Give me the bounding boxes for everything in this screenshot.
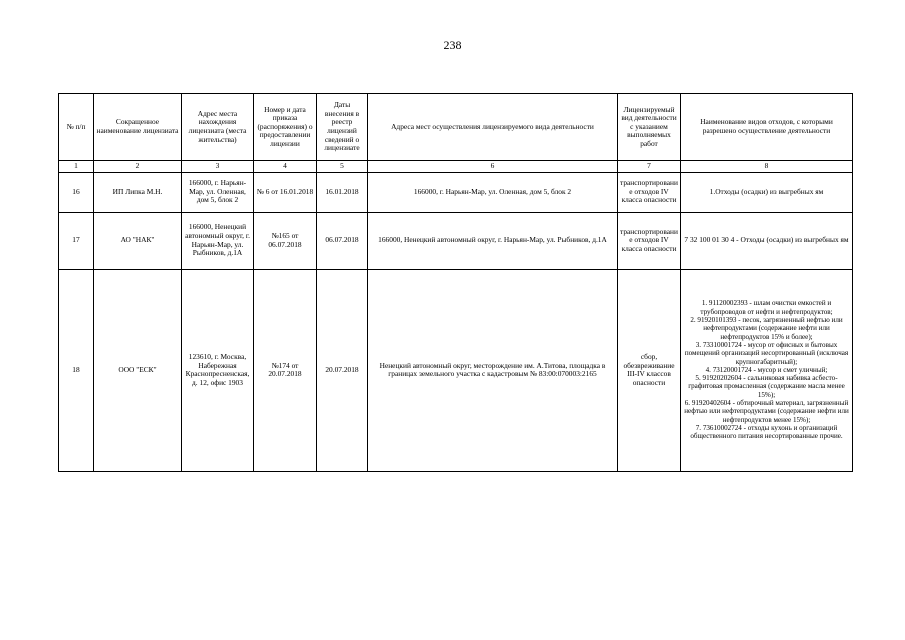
header-cell-waste-types: Наименование видов отходов, с которыми разрешено осуществление деятельности xyxy=(681,94,853,161)
cell-waste-types xyxy=(681,269,853,471)
table-row xyxy=(59,269,853,471)
table-row xyxy=(59,172,853,212)
column-number: 1 xyxy=(59,161,94,173)
waste-list-item: 5. 91920202604 - сальниковая набивка асбесто-графитовая промасленная (содержание масла менее 15%); xyxy=(688,374,845,399)
cell-order: №174 от 20.07.2018 xyxy=(254,269,317,471)
waste-list-item: 4. 73120001724 - мусор и смет уличный; xyxy=(705,365,828,374)
waste-list-item: 7. 73610002724 - отходы кухонь и организаций общественного питания несортированные прочие. xyxy=(690,423,843,441)
license-registry-table xyxy=(58,93,853,472)
cell-licensee-address: 166000, Ненецкий автономный округ, г. Нарьян-Мар, ул. Рыбников, д.1А xyxy=(182,212,254,269)
column-number: 5 xyxy=(317,161,368,173)
cell-number: 16 xyxy=(59,172,94,212)
cell-number: 17 xyxy=(59,212,94,269)
column-number: 3 xyxy=(182,161,254,173)
header-cell-activity-places: Адреса мест осуществления лицензируемого вида деятельности xyxy=(368,94,618,161)
cell-registry-date: 20.07.2018 xyxy=(317,269,368,471)
cell-licensee-name: АО "НАК" xyxy=(94,212,182,269)
waste-list-item: 6. 91920402604 - обтирочный материал, загрязненный нефтью или нефтепродуктами (содержание нефти или нефтепродуктов менее 15%); xyxy=(684,399,849,424)
cell-licensee-address: 123610, г. Москва, Набережная Краснопресненская, д. 12, офис 1903 xyxy=(182,269,254,471)
header-cell-registry-date: Даты внесения в реестр лицензий сведений о лицензиате xyxy=(317,94,368,161)
header-cell-licensee-name: Сокращенное наименование лицензиата xyxy=(94,94,182,161)
cell-licensee-address: 166000, г. Нарьян-Мар, ул. Оленная, дом 5, блок 2 xyxy=(182,172,254,212)
column-number: 6 xyxy=(368,161,618,173)
column-number-row xyxy=(59,161,853,173)
cell-waste-types: 7 32 100 01 30 4 - Отходы (осадки) из выгребных ям xyxy=(681,212,853,269)
cell-licensee-name: ООО "ЕСК" xyxy=(94,269,182,471)
waste-list-item: 2. 91920101393 - песок, загрязненный нефтью или нефтепродуктами (содержание нефти или нефтепродуктов 15% и более); xyxy=(690,316,843,341)
cell-licensee-name: ИП Липка М.Н. xyxy=(94,172,182,212)
cell-order: №165 от 06.07.2018 xyxy=(254,212,317,269)
page-number: 238 xyxy=(443,38,462,52)
cell-activity-places: 166000, Ненецкий автономный округ, г. Нарьян-Мар, ул. Рыбников, д.1А xyxy=(368,212,618,269)
header-cell-number: № п/п xyxy=(59,94,94,161)
table-header-row xyxy=(59,94,853,161)
cell-activity-type: сбор, обезвреживание III-IV классов опасности xyxy=(618,269,681,471)
cell-registry-date: 16.01.2018 xyxy=(317,172,368,212)
column-number: 8 xyxy=(681,161,853,173)
waste-list-item: 1. 91120002393 - шлам очистки емкостей и трубопроводов от нефти и нефтепродуктов; xyxy=(700,299,833,316)
table-row xyxy=(59,212,853,269)
header-cell-order: Номер и дата приказа (распоряжения) о предоставлении лицензии xyxy=(254,94,317,161)
header-cell-activity-type: Лицензируемый вид деятельности с указанием выполняемых работ xyxy=(618,94,681,161)
column-number: 7 xyxy=(618,161,681,173)
cell-activity-places: Ненецкий автономный округ, месторождение им. А.Титова, площадка в границах земельного участка с кадастровым № 83:00:070003:2165 xyxy=(368,269,618,471)
cell-number: 18 xyxy=(59,269,94,471)
column-number: 4 xyxy=(254,161,317,173)
waste-list-item: 3. 73310001724 - мусор от офисных и бытовых помещений организаций несортированный (исключая крупногабаритный); xyxy=(684,340,849,366)
cell-activity-type: транспортирование отходов IV класса опасности xyxy=(618,172,681,212)
cell-waste-types: 1.Отходы (осадки) из выгребных ям xyxy=(681,172,853,212)
cell-activity-places: 166000, г. Нарьян-Мар, ул. Оленная, дом 5, блок 2 xyxy=(368,172,618,212)
cell-activity-type: транспортирование отходов IV класса опасности xyxy=(618,212,681,269)
cell-order: № 6 от 16.01.2018 xyxy=(254,172,317,212)
header-cell-licensee-address: Адрес места нахождения лицензиата (места жительства) xyxy=(182,94,254,161)
cell-registry-date: 06.07.2018 xyxy=(317,212,368,269)
column-number: 2 xyxy=(94,161,182,173)
